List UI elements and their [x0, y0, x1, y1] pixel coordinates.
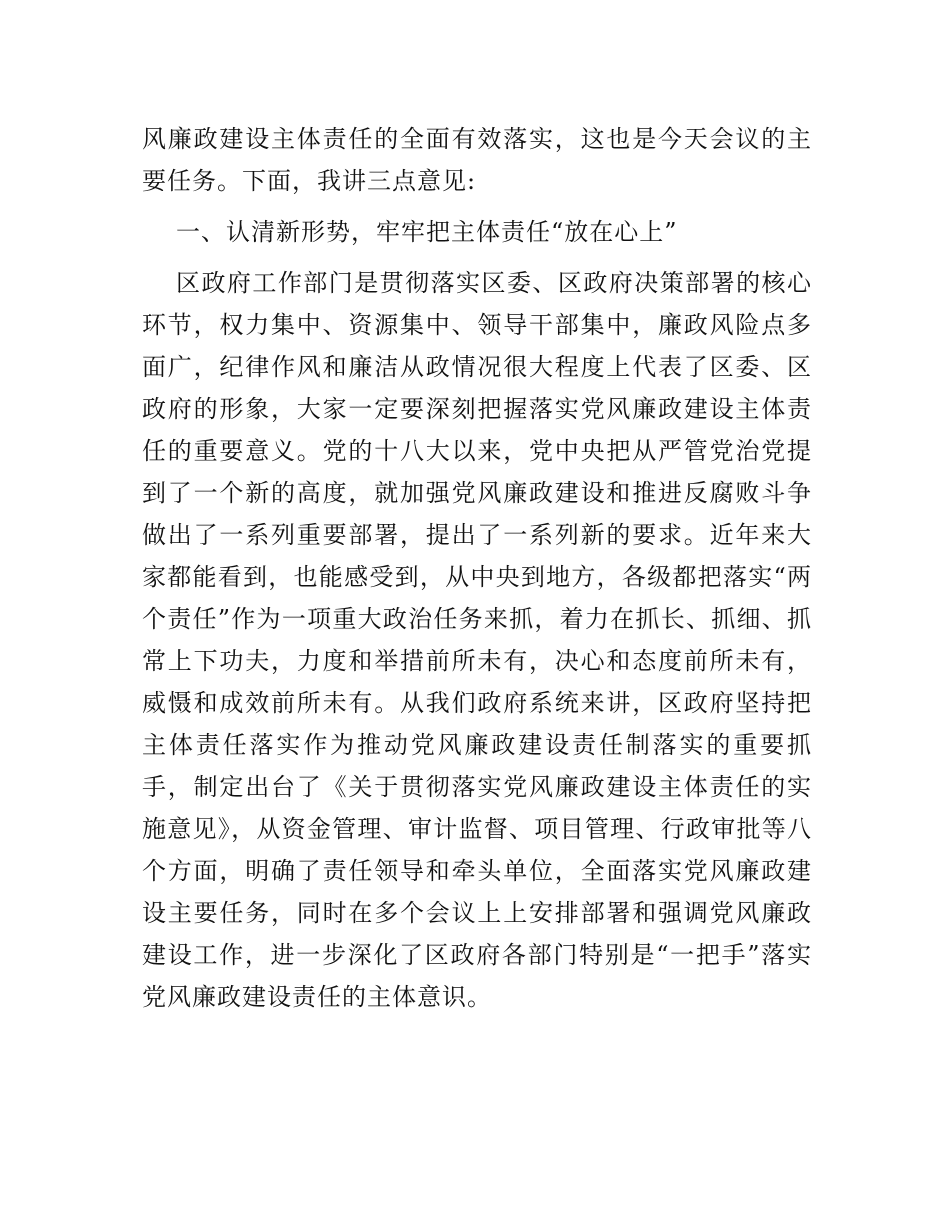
paragraph-continuation: 风廉政建设主体责任的全面有效落实，这也是今天会议的主要任务。下面，我讲三点意见: — [142, 125, 812, 195]
document-body — [142, 118, 812, 1027]
paragraph-body: 区政府工作部门是贯彻落实区委、区政府决策部署的核心环节，权力集中、资源集中、领导干部集中，廉政风险点多面广，纪律作风和廉洁从政情况很大程度上代表了区委、区政府的形象，大家一定要深刻把握落实党风廉政建设主体责任的重要意义。党的十八大以来，党中央把从严管党治党提到了一个新的高度，就加强党风廉政建设和推进反腐败斗争做出了一系列重要部署，提出了一系列新的要求。近年来大家都能看到，也能感受到，从中央到地方，各级都把落实“两个责任”作为一项重大政治任务来抓，着力在抓长、抓细、抓常上下功夫，力度和举措前所未有，决心和态度前所未有，威慑和成效前所未有。从我们政府系统来讲，区政府坚持把主体责任落实作为推动党风廉政建设责任制落实的重要抓手，制定出台了《关于贯彻落实党风廉政建设主体责任的实施意见》，从资金管理、审计监督、项目管理、行政审批等八个方面，明确了责任领导和牵头单位，全面落实党风廉政建设主要任务，同时在多个会议上上安排部署和强调党风廉政建设工作，进一步深化了区政府各部门特别是“一把手”落实党风廉政建设责任的主体意识。 — [142, 269, 812, 1011]
section-heading: 一、认清新形势，牢牢把主体责任“放在心上” — [176, 218, 678, 246]
